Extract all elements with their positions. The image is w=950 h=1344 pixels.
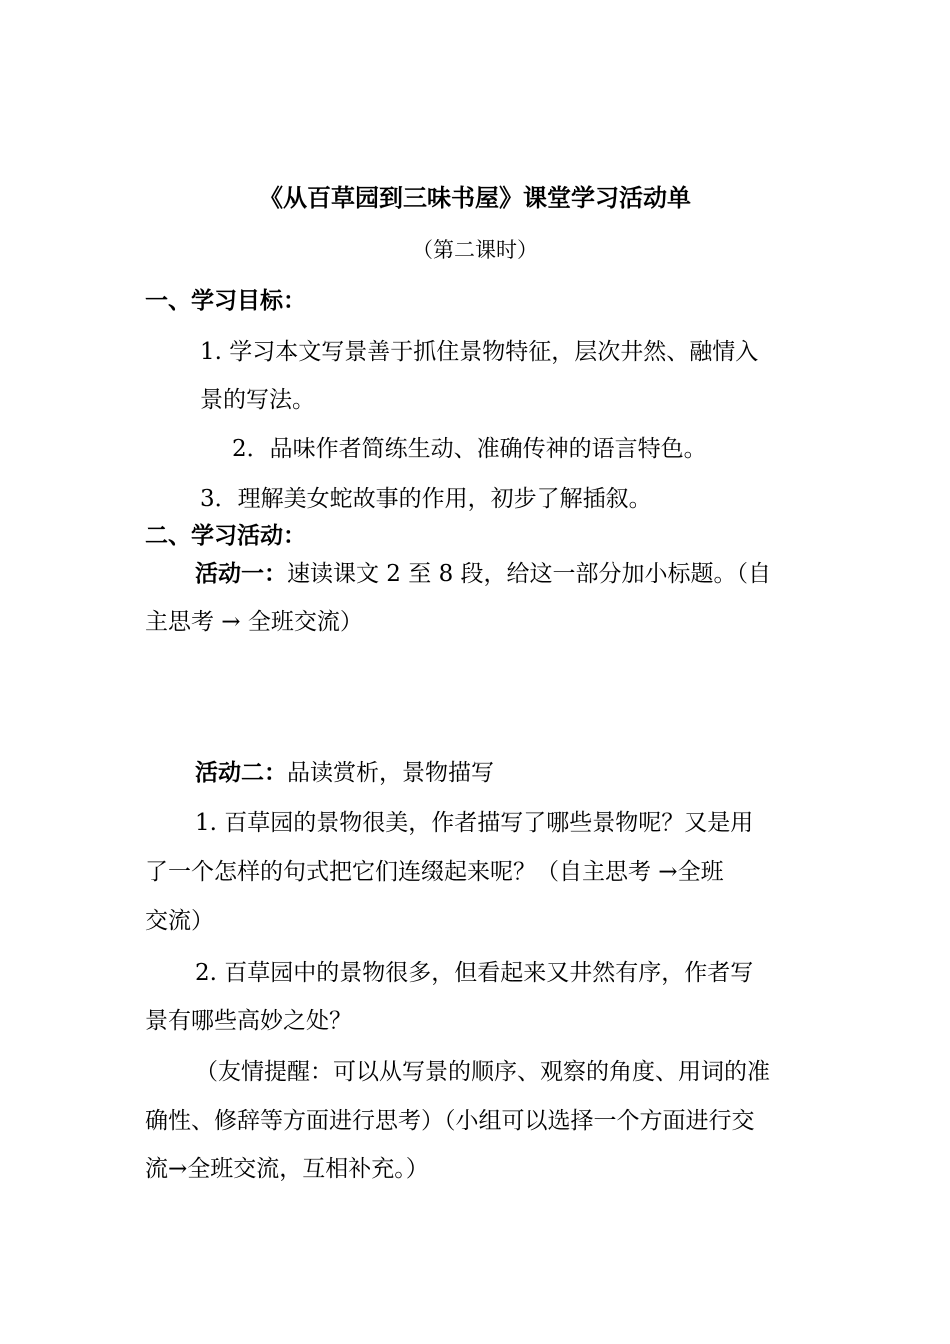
page-subtitle: （第二课时） [412, 238, 538, 262]
goal-3: 3．理解美女蛇故事的作用，初步了解插叙。 [200, 486, 652, 512]
activity-1-text: 速读课文 2 至 8 段，给这一部分加小标题。（自 [287, 561, 772, 587]
hint-line-2: 确性、修辞等方面进行思考）（小组可以选择一个方面进行交 [145, 1108, 755, 1134]
question-2-line-1: 2. 百草园中的景物很多，但看起来又井然有序，作者写 [195, 960, 754, 986]
hint-line-1: （友情提醒：可以从写景的顺序、观察的角度、用词的准 [195, 1059, 770, 1085]
question-1-line-1: 1. 百草园的景物很美，作者描写了哪些景物呢？又是用 [195, 810, 754, 836]
activity-2-text: 品读赏析，景物描写 [287, 760, 494, 786]
hint-line-3: 流→全班交流，互相补充。） [145, 1156, 429, 1182]
goal-2: 2．品味作者简练生动、准确传神的语言特色。 [232, 436, 707, 462]
activity-2-heading [195, 758, 494, 788]
section-heading-goals: 一、学习目标： [145, 287, 306, 314]
activity-1-label: 活动一： [195, 560, 287, 587]
page-title: 《从百草园到三味书屋》课堂学习活动单 [259, 183, 691, 212]
question-2-line-2: 景有哪些高妙之处？ [145, 1008, 352, 1034]
goal-1-line-1: 1. 学习本文写景善于抓住景物特征，层次井然、融情入 [200, 339, 759, 365]
goal-1-line-2: 景的写法。 [200, 387, 315, 413]
section-heading-activities: 二、学习活动： [145, 522, 306, 549]
activity-1-line-2: 主思考 → 全班交流） [145, 609, 363, 635]
activity-2-label: 活动二： [195, 759, 287, 786]
question-1-line-2: 了一个怎样的句式把它们连缀起来呢？（自主思考 →全班 [145, 859, 724, 885]
activity-1-line-1 [195, 559, 771, 589]
question-1-line-3: 交流） [145, 908, 214, 934]
